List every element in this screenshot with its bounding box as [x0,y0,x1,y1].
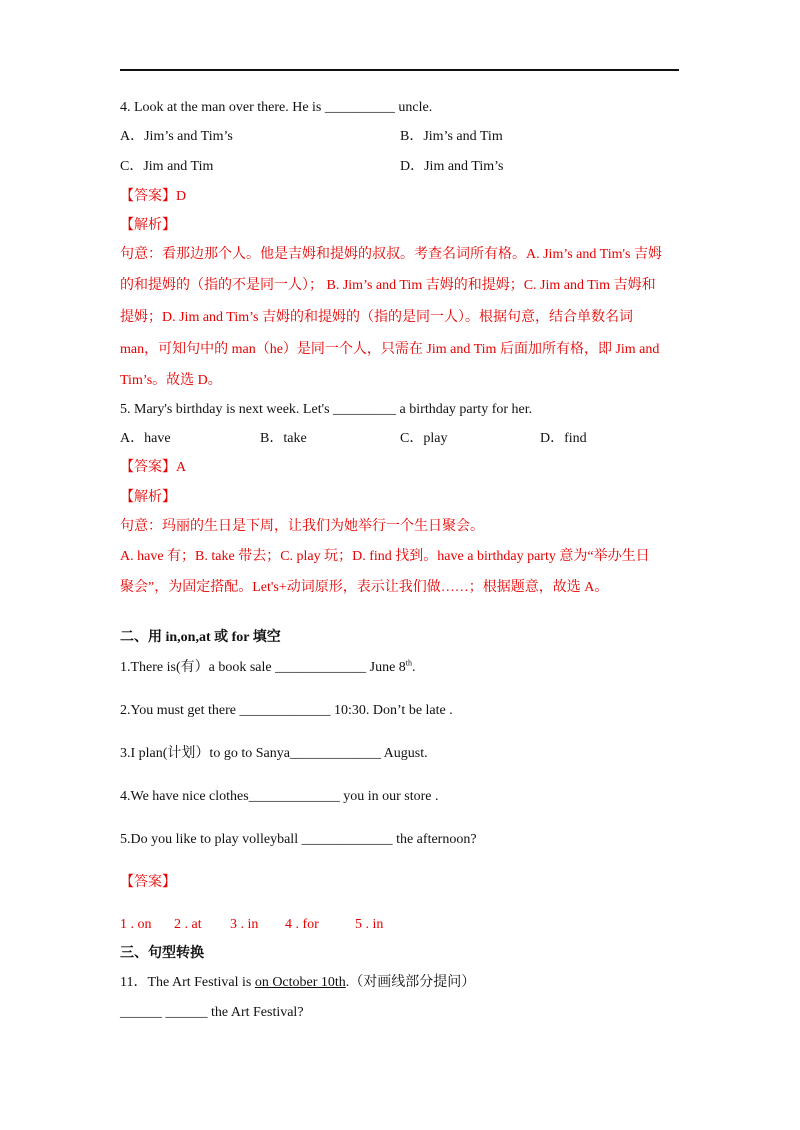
question-4-analysis-line: man，可知句中的 man（he）是同一个人，只需在 Jim and Tim 后面加所有格，即 Jim and [120,342,660,357]
fill-blank-2: 2.You must get there _____________ 10:30. Don’t be late . [120,703,453,718]
header-rule [120,69,679,71]
section-2-answer: 3 . in [230,917,259,932]
fill-blank-1-superscript: th [405,658,413,668]
section-2-answer-label: 【答案】 [120,875,176,890]
question-5-option-c: C．play [400,431,448,446]
question-4-answer: 【答案】D [120,189,187,204]
question-4-option-c: C．Jim and Tim [120,159,214,174]
question-5-option-d: D．find [540,431,587,446]
question-5-analysis-line: A. have 有；B. take 带去；C. play 玩；D. find 找到。have a birthday party 意为“举办生日 [120,549,650,564]
section-2-answer: 4 . for [285,917,319,932]
question-4-option-a: A．Jim’s and Tim’s [120,129,233,144]
fill-blank-1-text: 1.There is(有）a book sale _____________ June 8 [120,660,406,675]
fill-blank-1 [120,658,416,678]
question-5-option-b: B．take [260,431,307,446]
question-4-option-b: B．Jim’s and Tim [400,129,503,144]
question-11-prefix: 11．The Art Festival is [120,975,255,990]
question-11-stem [120,973,475,993]
fill-blank-4: 4.We have nice clothes_____________ you in our store . [120,789,439,804]
fill-blank-3: 3.I plan(计划）to go to Sanya_____________ August. [120,746,428,761]
question-5-option-a: A．have [120,431,171,446]
question-11-underlined: on October 10th [254,975,346,990]
question-11-blank: ______ ______ the Art Festival? [120,1005,304,1020]
section-2-answer: 5 . in [355,917,384,932]
question-4-analysis-line: 句意：看那边那个人。他是吉姆和提姆的叔叔。考查名词所有格。A. Jim’s and Tim's 吉姆 [120,247,662,262]
question-5-analysis-line: 句意：玛丽的生日是下周，让我们为她举行一个生日聚会。 [120,519,484,534]
question-4-analysis-line: Tim’s。故选 D。 [120,373,222,388]
question-11-suffix: .（对画线部分提问） [345,975,476,990]
section-2-title: 二、用 in,on,at 或 for 填空 [120,630,281,645]
question-4-analysis-label: 【解析】 [120,218,176,233]
question-4-analysis-line: 提姆；D. Jim and Tim’s 吉姆的和提姆的（指的是同一人）。根据句意，结合单数名词 [120,310,633,325]
question-5-analysis-label: 【解析】 [120,490,176,505]
fill-blank-5: 5.Do you like to play volleyball _____________ the afternoon? [120,832,477,847]
section-3-title: 三、句型转换 [120,946,204,961]
question-4-analysis-line: 的和提姆的（指的不是同一人）； B. Jim’s and Tim 吉姆的和提姆；C. Jim and Tim 吉姆和 [120,278,656,293]
fill-blank-1-period: . [412,660,416,675]
section-2-answer: 2 . at [174,917,202,932]
question-5-answer: 【答案】A [120,460,187,475]
question-4-stem: 4. Look at the man over there. He is __________ uncle. [120,100,433,115]
question-5-analysis-line: 聚会”，为固定搭配。Let's+动词原形，表示让我们做……；根据题意，故选 A。 [120,580,609,595]
section-2-answer: 1 . on [120,917,152,932]
question-4-option-d: D．Jim and Tim’s [400,159,504,174]
question-5-stem: 5. Mary's birthday is next week. Let's _________ a birthday party for her. [120,402,533,417]
